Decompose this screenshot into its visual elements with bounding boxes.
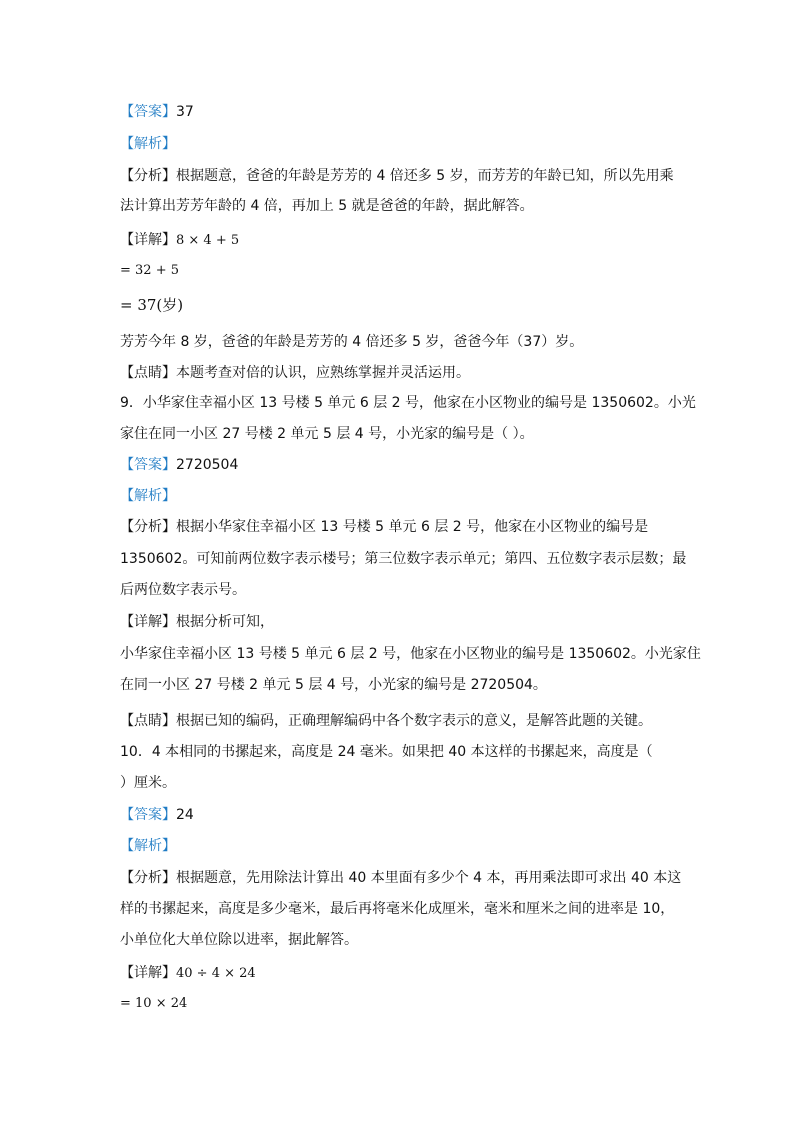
q9-analysis-text-3: 后两位数字表示号。 bbox=[120, 582, 246, 598]
q9-detail-text-1: 根据分析可知， bbox=[176, 614, 274, 630]
note-label: 【点睛】 bbox=[120, 365, 176, 381]
q9-note: 根据已知的编码，正确理解编码中各个数字表示的意义，是解答此题的关键。 bbox=[176, 713, 652, 729]
analysis-label: 【分析】 bbox=[120, 870, 176, 886]
q9-analysis-text-2: 1350602。可知前两位数字表示楼号；第三位数字表示单元；第四、五位数字表示层数；最 bbox=[120, 551, 687, 567]
q10-calc-2: = 10 × 24 bbox=[120, 996, 188, 1011]
q8-calc-2: = 32 + 5 bbox=[120, 263, 179, 278]
q9-question-1: 9．小华家住幸福小区 13 号楼 5 单元 6 层 2 号，他家在小区物业的编号是 1350602。小光 bbox=[120, 395, 696, 411]
q10-analysis-text-1: 根据题意，先用除法计算出 40 本里面有多少个 4 本，再用乘法即可求出 40 本这 bbox=[176, 870, 682, 886]
answer-label: 【答案】 bbox=[120, 457, 176, 473]
q9-analysis-text-1: 根据小华家住幸福小区 13 号楼 5 单元 6 层 2 号，他家在小区物业的编号是 bbox=[176, 519, 649, 535]
q8-note-line bbox=[120, 364, 470, 382]
detail-label: 【详解】 bbox=[120, 232, 176, 248]
q8-calc-3: = 37(岁) bbox=[120, 296, 184, 314]
q10-answer: 24 bbox=[176, 807, 194, 823]
q8-analysis-line bbox=[120, 167, 674, 185]
q8-conclusion: 芳芳今年 8 岁，爸爸的年龄是芳芳的 4 倍还多 5 岁，爸爸今年（37）岁。 bbox=[120, 334, 584, 350]
analysis-header-label: 【解析】 bbox=[120, 838, 176, 854]
q10-detail-line bbox=[120, 964, 256, 983]
q9-answer: 2720504 bbox=[176, 457, 239, 473]
q9-question-2: 家住在同一小区 27 号楼 2 单元 5 层 4 号，小光家的编号是（ ）。 bbox=[120, 426, 534, 442]
analysis-header-label: 【解析】 bbox=[120, 136, 176, 152]
q10-analysis-line bbox=[120, 869, 681, 887]
analysis-label: 【分析】 bbox=[120, 168, 176, 184]
q8-analysis-header bbox=[120, 135, 176, 153]
q10-question-1: 10．4 本相同的书摞起来，高度是 24 毫米。如果把 40 本这样的书摞起来，高度是（ bbox=[120, 744, 653, 760]
q8-note: 本题考查对倍的认识，应熟练掌握并灵活运用。 bbox=[176, 365, 470, 381]
analysis-header-label: 【解析】 bbox=[120, 488, 176, 504]
q8-analysis-text-1: 根据题意，爸爸的年龄是芳芳的 4 倍还多 5 岁，而芳芳的年龄已知，所以先用乘 bbox=[176, 168, 674, 184]
note-label: 【点睛】 bbox=[120, 713, 176, 729]
detail-label: 【详解】 bbox=[120, 614, 176, 630]
q9-detail-text-3: 在同一小区 27 号楼 2 单元 5 层 4 号，小光家的编号是 2720504。 bbox=[120, 677, 547, 693]
q10-analysis-text-2: 样的书摞起来，高度是多少毫米，最后再将毫米化成厘米，毫米和厘米之间的进率是 10， bbox=[120, 901, 675, 917]
q10-answer-line bbox=[120, 806, 194, 824]
q8-calc-1: 8 × 4 + 5 bbox=[176, 233, 240, 248]
q9-analysis-line bbox=[120, 518, 648, 536]
q9-detail-line bbox=[120, 613, 274, 631]
q8-detail-line bbox=[120, 231, 239, 250]
q9-analysis-header bbox=[120, 487, 176, 505]
q8-answer: 37 bbox=[176, 104, 194, 120]
q10-question-2: ）厘米。 bbox=[120, 775, 176, 791]
answer-label: 【答案】 bbox=[120, 807, 176, 823]
q9-answer-line bbox=[120, 456, 238, 474]
q10-calc-1: 40 ÷ 4 × 24 bbox=[176, 966, 256, 981]
q8-analysis-text-2: 法计算出芳芳年龄的 4 倍，再加上 5 就是爸爸的年龄，据此解答。 bbox=[120, 198, 534, 214]
q9-note-line bbox=[120, 712, 652, 730]
detail-label: 【详解】 bbox=[120, 965, 176, 981]
analysis-label: 【分析】 bbox=[120, 519, 176, 535]
answer-label: 【答案】 bbox=[120, 104, 176, 120]
q10-analysis-header bbox=[120, 837, 176, 855]
q9-detail-text-2: 小华家住幸福小区 13 号楼 5 单元 6 层 2 号，他家在小区物业的编号是 1350602。小光家住 bbox=[120, 646, 701, 662]
q8-answer-line bbox=[120, 103, 194, 121]
q10-analysis-text-3: 小单位化大单位除以进率，据此解答。 bbox=[120, 932, 358, 948]
